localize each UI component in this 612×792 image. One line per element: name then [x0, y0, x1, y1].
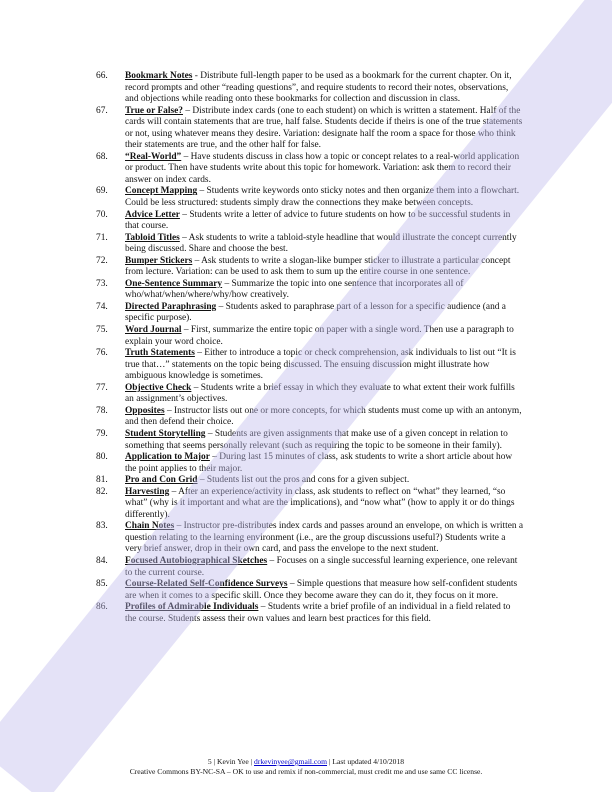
list-item — [96, 106, 524, 152]
item-term: Pro and Con Grid — [125, 475, 198, 486]
page-number: 5 — [207, 757, 212, 766]
list-item — [96, 452, 524, 475]
item-term: Profiles of Admirable Individuals — [125, 602, 259, 613]
item-description: – First, summarize the entire topic on paper with a single word. Then use a paragraph to explain your word choice. — [125, 325, 514, 347]
item-term: Chain Notes — [125, 521, 175, 532]
page-footer — [60, 757, 552, 777]
item-number: 72. — [96, 255, 108, 266]
item-term: One-Sentence Summary — [125, 278, 223, 289]
item-number: 73. — [96, 278, 108, 289]
item-description: – Ask students to write a tabloid-style headline that would illustrate the concept currently being discussed. Share and choose the best. — [125, 232, 517, 255]
item-text — [125, 579, 524, 602]
list-item — [96, 256, 524, 279]
footer-license: Creative Commons BY-NC-SA – OK to use and remix if non-commercial, must credit me and use same CC license. — [129, 767, 483, 776]
item-description: – Students write a brief profile of an individual in a field related to the course. Students assess their own values and learn best practices for this field. — [125, 602, 511, 624]
item-text — [125, 429, 524, 452]
item-text — [125, 452, 524, 475]
item-text — [125, 279, 524, 302]
item-number: 83. — [96, 521, 108, 532]
item-term: Focused Autobiographical Sketches — [125, 555, 268, 566]
list-item — [96, 210, 524, 233]
item-description: – Students list out the pros and cons for a given subject. — [197, 475, 410, 486]
item-description: – Either to introduce a topic or check comprehension, ask individuals to list out “It is true that…” statements on the topic being discussed. The ensuing discussion might illustrate how ambiguous knowledge is sometimes. — [125, 348, 516, 382]
item-term: Concept Mapping — [125, 186, 198, 197]
item-term: Objective Check — [125, 382, 192, 393]
list-item — [96, 279, 524, 302]
item-number: 81. — [96, 475, 108, 486]
item-number: 78. — [96, 405, 108, 416]
footer-last-updated: Last updated 4/10/2018 — [332, 757, 405, 766]
item-term: Advice Letter — [125, 209, 180, 220]
list-item — [96, 71, 524, 106]
list-item — [96, 186, 524, 209]
item-description: – Students asked to paraphrase part of a lesson for a specific audience (and a specific purpose). — [125, 301, 506, 324]
item-number: 74. — [96, 301, 108, 312]
item-description: – Students write a brief essay in which they evaluate to what extent their work fulfills an assignment’s objectives. — [125, 382, 515, 405]
item-number: 75. — [96, 325, 108, 336]
item-number: 86. — [96, 602, 108, 613]
item-text — [125, 186, 524, 209]
item-term: Opposites — [125, 405, 165, 416]
item-text — [125, 302, 524, 325]
entry-list — [96, 71, 524, 625]
item-number: 79. — [96, 428, 108, 439]
list-item — [96, 475, 524, 487]
list-item — [96, 487, 524, 522]
footer-separator: | — [248, 757, 255, 766]
footer-separator: | — [211, 757, 218, 766]
item-number: 80. — [96, 452, 108, 463]
item-term: True or False? — [125, 105, 183, 116]
item-term: Application to Major — [125, 452, 210, 463]
footer-separator: | — [327, 757, 333, 766]
item-text — [125, 233, 524, 256]
item-description: – Summarize the topic into one sentence that incorporates all of who/what/when/where/why/how creatively. — [125, 278, 464, 301]
item-description: – Students are given assignments that make use of a given concept in relation to something that seems personally relevant (such as requiring the topic to be someone in their family). — [125, 428, 508, 451]
item-description: – Instructor lists out one or more concepts, for which students must come up with an antonym, and then defend their choice. — [125, 405, 522, 428]
item-term: Bookmark Notes — [125, 71, 193, 81]
item-text — [125, 106, 524, 152]
item-description: – Distribute index cards (one to each student) on which is written a statement. Half of the cards will contain statements that are true, half false. Students decide if theirs is one of the true statements or not, using whatever means they desire. Variation: designate half the room a space for those who think their statements are true, and the other half for false. — [125, 105, 523, 151]
list-item — [96, 233, 524, 256]
list-item — [96, 556, 524, 579]
item-description: – During last 15 minutes of class, ask students to write a short article about how the point applies to their major. — [125, 452, 513, 474]
list-item — [96, 429, 524, 452]
item-number: 67. — [96, 105, 108, 116]
item-term: Directed Paraphrasing — [125, 301, 217, 312]
item-description: – After an experience/activity in class, ask students to reflect on “what” they learned, “so what” (why is it important and what are the implications), and “now what” (how to apply it or do things differently). — [125, 486, 515, 520]
item-text — [125, 256, 524, 279]
item-text — [125, 406, 524, 429]
item-text — [125, 152, 524, 187]
item-text — [125, 325, 524, 348]
item-number: 76. — [96, 348, 108, 359]
item-term: Student Storytelling — [125, 428, 206, 439]
list-item — [96, 348, 524, 383]
item-number: 68. — [96, 151, 108, 162]
list-item — [96, 579, 524, 602]
item-text — [125, 475, 524, 487]
footer-email-link[interactable]: drkevinyee@gmail.com — [254, 757, 328, 766]
list-item — [96, 325, 524, 348]
item-text — [125, 487, 524, 522]
item-term: Tabloid Titles — [125, 232, 180, 243]
list-item — [96, 302, 524, 325]
footer-author: Kevin Yee — [217, 757, 249, 766]
item-text — [125, 71, 524, 106]
item-description: - Distribute full-length paper to be used as a bookmark for the current chapter. On it, record prompts and other “reading questions”, and require students to record their notes, observations, and objections while reading onto these bookmarks for collection and discussion in class. — [125, 71, 512, 105]
item-text — [125, 383, 524, 406]
item-description: – Focuses on a single successful learning experience, one relevant to the current course. — [125, 555, 518, 578]
item-description: – Simple questions that measure how self-confident students are when it comes to a specific skill. Once they become aware they can do it, they focus on it more. — [125, 579, 518, 601]
item-description: – Students write keywords onto sticky notes and then organize them into a flowchart. Could be less structured: students simply draw the connections they make between concepts. — [125, 186, 520, 209]
footer-line-1 — [60, 757, 552, 767]
item-text — [125, 210, 524, 233]
item-number: 77. — [96, 382, 108, 393]
item-term: Truth Statements — [125, 348, 195, 359]
item-text — [125, 602, 524, 625]
item-number: 70. — [96, 209, 108, 220]
item-description: – Students write a letter of advice to future students on how to be successful students in that course. — [125, 209, 511, 232]
item-text — [125, 348, 524, 383]
item-number: 71. — [96, 232, 108, 243]
item-term: Harvesting — [125, 486, 170, 497]
item-text — [125, 521, 524, 556]
list-item — [96, 602, 524, 625]
list-item — [96, 521, 524, 556]
item-term: “Real-World” — [125, 151, 182, 162]
item-term: Course-Related Self-Confidence Surveys — [125, 579, 288, 590]
item-description: – Instructor pre-distributes index cards and passes around an envelope, on which is written a question relating to the learning environment (i.e., are the group discussions useful?) Students write a very brief answer, drop in their own card, and pass the envelope to the next student. — [125, 521, 524, 555]
item-term: Word Journal — [125, 325, 182, 336]
list-item — [96, 152, 524, 187]
item-number: 84. — [96, 555, 108, 566]
list-item — [96, 383, 524, 406]
item-number: 82. — [96, 486, 108, 497]
item-number: 66. — [96, 71, 108, 81]
item-number: 85. — [96, 579, 108, 590]
item-text — [125, 556, 524, 579]
item-term: Bumper Stickers — [125, 255, 193, 266]
list-item — [96, 406, 524, 429]
item-number: 69. — [96, 186, 108, 197]
item-description: – Have students discuss in class how a topic or concept relates to a real-world application or product. Then have students write about this topic for homework. Variation: ask them to record their answer on index cards. — [125, 151, 520, 185]
item-description: – Ask students to write a slogan-like bumper sticker to illustrate a particular concept from lecture. Variation: can be used to ask them to sum up the entire course in one sentence. — [125, 255, 511, 278]
